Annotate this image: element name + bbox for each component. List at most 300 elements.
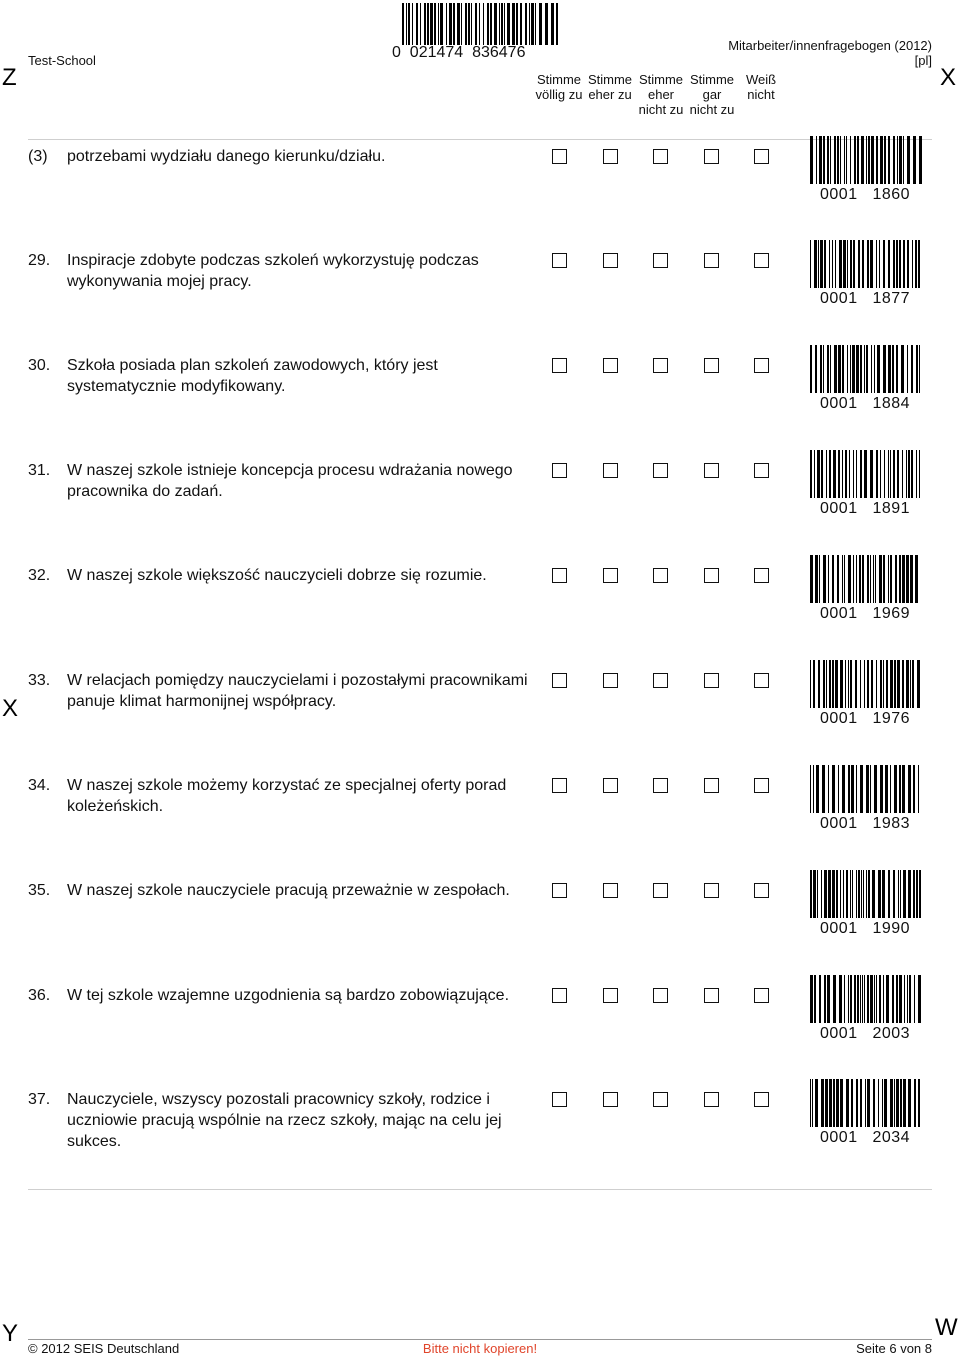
barcode-bar	[888, 555, 889, 603]
barcode-bar	[847, 345, 848, 393]
corner-mark-z: Z	[2, 64, 17, 91]
barcode-bar	[847, 240, 848, 288]
barcode-bar	[893, 136, 895, 184]
header-barcode-number: 0 021474 836476	[392, 44, 526, 61]
barcode-bar	[825, 1079, 828, 1127]
barcode-bar	[896, 345, 898, 393]
barcode-bar	[912, 660, 914, 708]
footer-rule	[28, 1339, 932, 1340]
barcode-bar	[858, 870, 860, 918]
barcode-bar	[838, 450, 840, 498]
barcode-bar	[551, 3, 554, 45]
barcode-bar	[818, 240, 819, 288]
barcode-bar	[829, 660, 831, 708]
question-barcode-number	[820, 710, 910, 728]
column-header-dont-know: Weiß nicht	[745, 72, 777, 102]
barcode-bar	[816, 136, 817, 184]
barcode-bar	[890, 1079, 893, 1127]
barcode-bar	[828, 765, 829, 813]
barcode-number-part: 0001	[820, 815, 858, 832]
barcode-bar	[861, 136, 864, 184]
barcode-bar	[867, 555, 869, 603]
barcode-bar	[896, 240, 898, 288]
barcode-bar	[907, 975, 908, 1023]
barcode-bar	[844, 975, 845, 1023]
barcode-bar	[438, 3, 439, 45]
checkbox-disagree[interactable]	[653, 149, 668, 164]
barcode-bar	[850, 345, 851, 393]
barcode-bar	[910, 555, 913, 603]
barcode-bar	[848, 975, 849, 1023]
checkbox-strongly-disagree[interactable]	[704, 673, 719, 688]
barcode-bar	[888, 240, 890, 288]
barcode-bar	[894, 1079, 895, 1127]
barcode-number-part: 0001	[820, 500, 858, 517]
barcode-bar	[918, 240, 920, 288]
barcode-bar	[904, 975, 905, 1023]
barcode-bar	[457, 3, 460, 45]
barcode-bar	[824, 240, 826, 288]
barcode-bar	[908, 450, 910, 498]
checkbox-disagree[interactable]	[653, 778, 668, 793]
barcode-number-part: 1976	[872, 710, 911, 727]
barcode-bar	[903, 136, 904, 184]
checkbox-disagree[interactable]	[653, 988, 668, 1003]
checkbox-strongly-agree[interactable]	[552, 149, 567, 164]
barcode-bar	[918, 765, 919, 813]
checkbox-agree[interactable]	[603, 778, 618, 793]
column-header-strongly-agree: Stimme völlig zu	[535, 72, 583, 102]
checkbox-strongly-agree[interactable]	[552, 673, 567, 688]
barcode-bar	[918, 975, 921, 1023]
barcode-bar	[879, 555, 882, 603]
barcode-bar	[888, 345, 891, 393]
barcode-bar	[897, 450, 899, 498]
question-number: 31.	[28, 462, 51, 479]
checkbox-strongly-disagree[interactable]	[704, 358, 719, 373]
checkbox-dont-know[interactable]	[754, 778, 769, 793]
checkbox-dont-know[interactable]	[754, 673, 769, 688]
barcode-bar	[844, 555, 845, 603]
barcode-bar	[834, 136, 836, 184]
barcode-bar	[888, 450, 889, 498]
question-barcode-number	[820, 290, 910, 308]
barcode-bar	[861, 870, 862, 918]
barcode-bar	[828, 555, 829, 603]
checkbox-strongly-agree[interactable]	[552, 253, 567, 268]
barcode-bar	[907, 240, 909, 288]
barcode-bar	[899, 975, 902, 1023]
checkbox-dont-know[interactable]	[754, 988, 769, 1003]
barcode-number-part: 1884	[872, 395, 911, 412]
barcode-bar	[857, 975, 859, 1023]
checkbox-disagree[interactable]	[653, 358, 668, 373]
checkbox-strongly-disagree[interactable]	[704, 883, 719, 898]
barcode-bar	[898, 870, 899, 918]
barcode-number-part: 1877	[872, 290, 911, 307]
barcode-bar	[896, 975, 898, 1023]
barcode-bar	[858, 240, 860, 288]
question-number: 32.	[28, 567, 51, 584]
barcode-bar	[843, 870, 844, 918]
question-barcode	[810, 765, 922, 813]
barcode-bar	[860, 345, 862, 393]
barcode-bar	[846, 136, 847, 184]
barcode-bar	[475, 3, 477, 45]
barcode-bar	[810, 975, 813, 1023]
barcode-bar	[408, 3, 410, 45]
barcode-bar	[434, 3, 436, 45]
barcode-number-part: 0001	[820, 605, 858, 622]
barcode-bar	[902, 555, 905, 603]
checkbox-strongly-disagree[interactable]	[704, 568, 719, 583]
column-header-agree: Stimme eher zu	[587, 72, 633, 102]
barcode-bar	[863, 870, 864, 918]
barcode-bar	[899, 240, 901, 288]
barcode-bar	[853, 555, 854, 603]
barcode-bar	[446, 3, 447, 45]
checkbox-disagree[interactable]	[653, 883, 668, 898]
barcode-bar	[420, 3, 421, 45]
barcode-bar	[880, 450, 881, 498]
barcode-bar	[810, 555, 813, 603]
barcode-bar	[866, 136, 867, 184]
copy-warning: Bitte nicht kopieren!	[422, 1341, 538, 1356]
barcode-bar	[412, 3, 413, 45]
question-barcode	[810, 450, 922, 498]
question-barcode-number	[820, 920, 910, 938]
barcode-bar	[916, 870, 918, 918]
barcode-bar	[884, 450, 885, 498]
barcode-bar	[826, 450, 827, 498]
checkbox-agree[interactable]	[603, 883, 618, 898]
barcode-bar	[874, 345, 875, 393]
barcode-bar	[907, 345, 908, 393]
checkbox-strongly-disagree[interactable]	[704, 149, 719, 164]
barcode-bar	[850, 240, 852, 288]
barcode-bar	[842, 345, 844, 393]
checkbox-agree[interactable]	[603, 568, 618, 583]
barcode-bar	[824, 870, 827, 918]
barcode-bar	[860, 1079, 862, 1127]
barcode-bar	[814, 975, 816, 1023]
question-barcode-number	[820, 1129, 910, 1147]
barcode-number-part: 0001	[820, 710, 858, 727]
barcode-bar	[886, 975, 889, 1023]
barcode-bar	[512, 3, 515, 45]
barcode-bar	[884, 136, 886, 184]
barcode-bar	[893, 450, 895, 498]
barcode-bar	[832, 240, 833, 288]
barcode-bar	[860, 450, 862, 498]
barcode-bar	[818, 660, 820, 708]
question-text: W naszej szkole nauczyciele pracują przeważnie w zespołach.	[67, 882, 510, 899]
barcode-bar	[840, 136, 841, 184]
barcode-bar	[427, 3, 429, 45]
barcode-bar	[919, 870, 921, 918]
barcode-bar	[864, 345, 865, 393]
question-text: W relacjach pomiędzy nauczycielami i pozostałymi pracownikami panuje klimat harmonijnej współpracy.	[67, 672, 528, 710]
barcode-bar	[890, 555, 892, 603]
barcode-bar	[504, 3, 505, 45]
barcode-bar	[848, 555, 851, 603]
barcode-bar	[846, 870, 848, 918]
checkbox-dont-know[interactable]	[754, 883, 769, 898]
barcode-bar	[871, 136, 874, 184]
question-barcode-number	[820, 605, 910, 623]
barcode-bar	[900, 1079, 902, 1127]
barcode-bar	[819, 975, 821, 1023]
question-barcode	[810, 1079, 922, 1127]
barcode-bar	[840, 870, 841, 918]
barcode-bar	[829, 450, 831, 498]
barcode-bar	[839, 240, 842, 288]
question-number: 33.	[28, 672, 51, 689]
checkbox-strongly-disagree[interactable]	[704, 988, 719, 1003]
barcode-bar	[893, 870, 895, 918]
barcode-bar	[838, 765, 839, 813]
checkbox-agree[interactable]	[603, 463, 618, 478]
barcode-bar	[850, 660, 852, 708]
barcode-bar	[894, 660, 896, 708]
checkbox-disagree[interactable]	[653, 1092, 668, 1107]
question-barcode	[810, 136, 922, 184]
question-number: 30.	[28, 357, 51, 374]
barcode-bar	[813, 765, 814, 813]
barcode-bar	[832, 660, 834, 708]
checkbox-agree[interactable]	[603, 149, 618, 164]
barcode-bar	[876, 975, 877, 1023]
barcode-bar	[890, 765, 891, 813]
barcode-bar	[820, 240, 823, 288]
barcode-bar	[845, 450, 847, 498]
barcode-bar	[815, 345, 817, 393]
barcode-bar	[840, 1079, 843, 1127]
barcode-bar	[879, 975, 881, 1023]
barcode-bar	[888, 870, 890, 918]
checkbox-agree[interactable]	[603, 358, 618, 373]
checkbox-agree[interactable]	[603, 253, 618, 268]
barcode-bar	[499, 3, 500, 45]
barcode-bar	[810, 240, 811, 288]
barcode-bar	[888, 136, 890, 184]
barcode-number-part: 0001	[820, 1025, 858, 1042]
barcode-bar	[844, 136, 845, 184]
barcode-bar	[873, 1079, 875, 1127]
barcode-bar	[851, 1079, 853, 1127]
barcode-bar	[918, 1079, 920, 1127]
barcode-bar	[810, 660, 811, 708]
barcode-bar	[856, 765, 857, 813]
checkbox-strongly-agree[interactable]	[552, 568, 567, 583]
barcode-bar	[842, 555, 843, 603]
barcode-bar	[849, 450, 850, 498]
barcode-bar	[880, 136, 883, 184]
barcode-bar	[449, 3, 452, 45]
column-header-strongly-disagree: Stimme gar nicht zu	[689, 72, 735, 117]
barcode-bar	[823, 345, 824, 393]
barcode-bar	[894, 765, 897, 813]
barcode-bar	[883, 240, 885, 288]
barcode-bar	[823, 555, 826, 603]
checkbox-strongly-disagree[interactable]	[704, 778, 719, 793]
barcode-number-part: 0001	[820, 1129, 858, 1146]
barcode-bar	[903, 240, 905, 288]
barcode-bar	[862, 240, 864, 288]
barcode-bar	[845, 660, 846, 708]
checkbox-strongly-agree[interactable]	[552, 778, 567, 793]
barcode-bar	[516, 3, 518, 45]
barcode-bar	[903, 870, 906, 918]
barcode-bar	[902, 765, 905, 813]
barcode-bar	[812, 1079, 813, 1127]
barcode-bar	[525, 3, 527, 45]
barcode-bar	[916, 345, 918, 393]
checkbox-dont-know[interactable]	[754, 1092, 769, 1107]
checkbox-strongly-agree[interactable]	[552, 1092, 567, 1107]
barcode-bar	[919, 136, 922, 184]
barcode-bar	[866, 870, 867, 918]
barcode-bar	[895, 555, 897, 603]
barcode-bar	[868, 870, 870, 918]
barcode-bar	[810, 765, 811, 813]
barcode-bar	[832, 870, 835, 918]
barcode-bar	[850, 136, 851, 184]
question-barcode	[810, 660, 922, 708]
barcode-bar	[835, 660, 838, 708]
checkbox-agree[interactable]	[603, 1092, 618, 1107]
barcode-bar	[899, 765, 901, 813]
barcode-bar	[832, 555, 834, 603]
checkbox-dont-know[interactable]	[754, 253, 769, 268]
barcode-number-part: 1891	[872, 500, 911, 517]
barcode-bar	[828, 870, 831, 918]
question-barcode	[810, 345, 922, 393]
barcode-bar	[883, 975, 884, 1023]
checkbox-agree[interactable]	[603, 673, 618, 688]
barcode-bar	[903, 1079, 906, 1127]
footer-divider	[28, 1189, 932, 1190]
barcode-bar	[833, 975, 836, 1023]
checkbox-agree[interactable]	[603, 988, 618, 1003]
barcode-bar	[866, 765, 869, 813]
question-barcode-number	[820, 186, 910, 204]
barcode-bar	[900, 870, 901, 918]
barcode-bar	[914, 975, 915, 1023]
barcode-bar	[860, 975, 861, 1023]
barcode-bar	[882, 870, 885, 918]
checkbox-strongly-agree[interactable]	[552, 988, 567, 1003]
barcode-bar	[890, 660, 893, 708]
side-marker-x: X	[2, 695, 19, 722]
barcode-bar	[848, 765, 850, 813]
form-title: Mitarbeiter/innenfragebogen (2012)	[728, 38, 932, 53]
question-barcode-number	[820, 815, 910, 833]
checkbox-strongly-disagree[interactable]	[704, 253, 719, 268]
barcode-bar	[880, 660, 882, 708]
question-barcode	[810, 870, 922, 918]
barcode-bar	[810, 870, 812, 918]
checkbox-strongly-agree[interactable]	[552, 883, 567, 898]
page-number: Seite 6 von 8	[856, 1341, 932, 1356]
barcode-bar	[870, 765, 871, 813]
barcode-bar	[835, 240, 836, 288]
barcode-bar	[896, 1079, 899, 1127]
barcode-bar	[916, 450, 917, 498]
barcode-bar	[406, 3, 407, 45]
question-barcode	[810, 555, 922, 603]
checkbox-strongly-disagree[interactable]	[704, 1092, 719, 1107]
barcode-bar	[910, 660, 911, 708]
barcode-bar	[883, 555, 885, 603]
barcode-bar	[872, 870, 875, 918]
barcode-bar	[867, 660, 869, 708]
barcode-bar	[815, 555, 818, 603]
barcode-bar	[430, 3, 433, 45]
question-number: (3)	[28, 148, 48, 165]
barcode-bar	[907, 136, 910, 184]
barcode-bar	[859, 555, 861, 603]
checkbox-dont-know[interactable]	[754, 568, 769, 583]
barcode-bar	[824, 975, 826, 1023]
checkbox-strongly-agree[interactable]	[552, 463, 567, 478]
barcode-bar	[882, 1079, 883, 1127]
barcode-bar	[917, 660, 920, 708]
checkbox-dont-know[interactable]	[754, 358, 769, 373]
checkbox-disagree[interactable]	[653, 253, 668, 268]
barcode-bar	[875, 555, 876, 603]
barcode-bar	[501, 3, 503, 45]
barcode-bar	[856, 345, 859, 393]
barcode-bar	[830, 136, 831, 184]
question-number: 36.	[28, 987, 51, 1004]
checkbox-dont-know[interactable]	[754, 149, 769, 164]
barcode-bar	[424, 3, 426, 45]
checkbox-disagree[interactable]	[653, 568, 668, 583]
barcode-bar	[827, 975, 830, 1023]
barcode-bar	[465, 3, 467, 45]
question-text: Nauczyciele, wszyscy pozostali pracownicy szkoły, rodzice i uczniowie pracują wspólnie na rzecz szkoły, mając na celu jej sukces.	[67, 1091, 502, 1150]
checkbox-dont-know[interactable]	[754, 463, 769, 478]
barcode-bar	[856, 870, 857, 918]
barcode-bar	[913, 136, 916, 184]
checkbox-strongly-disagree[interactable]	[704, 463, 719, 478]
barcode-bar	[840, 660, 843, 708]
barcode-bar	[857, 136, 859, 184]
barcode-bar	[819, 555, 820, 603]
barcode-bar	[908, 765, 911, 813]
question-text: W naszej szkole istnieje koncepcja procesu wdrażania nowego pracownika do zadań.	[67, 462, 513, 500]
barcode-bar	[901, 345, 904, 393]
checkbox-strongly-agree[interactable]	[552, 358, 567, 373]
question-barcode	[810, 975, 922, 1023]
barcode-bar	[836, 870, 838, 918]
barcode-bar	[864, 975, 865, 1023]
barcode-bar	[853, 240, 855, 288]
checkbox-disagree[interactable]	[653, 673, 668, 688]
barcode-bar	[461, 3, 462, 45]
barcode-bar	[890, 450, 891, 498]
barcode-bar	[842, 765, 845, 813]
barcode-bar	[885, 765, 888, 813]
barcode-bar	[870, 975, 873, 1023]
barcode-bar	[545, 3, 548, 45]
barcode-bar	[919, 345, 920, 393]
checkbox-disagree[interactable]	[653, 463, 668, 478]
barcode-bar	[883, 345, 886, 393]
barcode-number-part: 0001	[820, 920, 858, 937]
barcode-bar	[893, 240, 895, 288]
